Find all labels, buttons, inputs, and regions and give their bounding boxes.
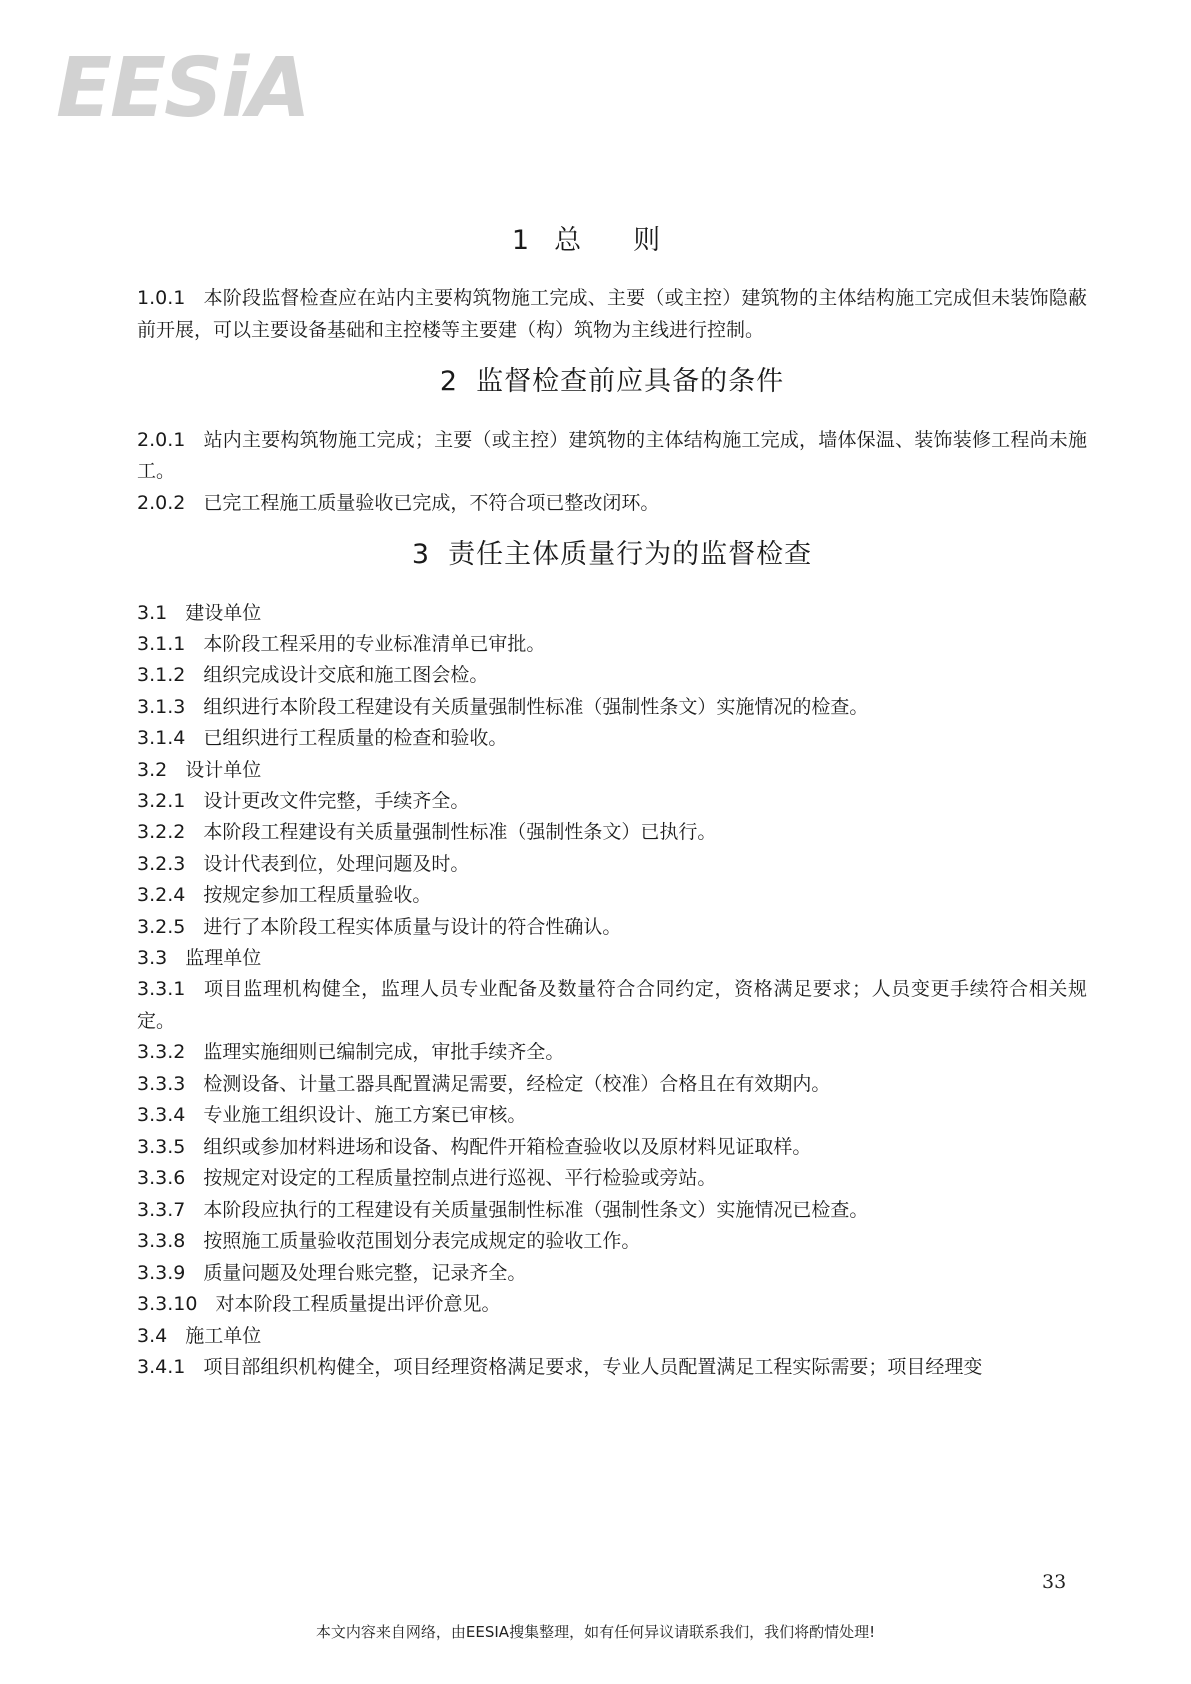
section-heading (137, 598, 1087, 629)
clause-text: 按规定参加工程质量验收。 (203, 884, 432, 907)
section-heading (137, 1321, 1087, 1352)
clause (137, 817, 1087, 849)
clause-text: 组织或参加材料进场和设备、构配件开箱检查验收以及原材料见证取样。 (203, 1135, 812, 1158)
clause (137, 488, 1087, 520)
section-title: 监理单位 (185, 947, 262, 970)
clause-text: 组织完成设计交底和施工图会检。 (203, 664, 489, 687)
clause-number: 2.0.2 (137, 491, 186, 514)
clause-number: 3.2.3 (137, 852, 186, 875)
section-number: 3.1 (137, 601, 168, 624)
clause-number: 3.1.3 (137, 695, 186, 718)
clause-number: 3.3.2 (137, 1041, 186, 1064)
clause-text: 本阶段监督检查应在站内主要构筑物施工完成、主要（或主控）建筑物的主体结构施工完成但未装饰隐蔽前开展，可以主要设备基础和主控楼等主要建（构）筑物为主线进行控制。 (137, 287, 1087, 341)
clause-number: 3.4.1 (137, 1355, 186, 1378)
clause (137, 1289, 1087, 1321)
clause-text: 本阶段工程建设有关质量强制性标准（强制性条文）已执行。 (203, 821, 717, 844)
chapter-number: 3 (411, 539, 431, 571)
section-heading (137, 943, 1087, 974)
section-title: 施工单位 (185, 1324, 262, 1347)
clause-text: 对本阶段工程质量提出评价意见。 (215, 1293, 501, 1316)
section-title: 设计单位 (185, 758, 262, 781)
chapter-1-heading (137, 225, 1087, 257)
clause (137, 425, 1087, 488)
clause-number: 3.1.2 (137, 664, 186, 687)
chapter-number: 2 (439, 366, 459, 398)
clause (137, 723, 1087, 755)
clause-text: 专业施工组织设计、施工方案已审核。 (203, 1104, 527, 1127)
section-number: 3.3 (137, 947, 168, 970)
clause-number: 3.3.6 (137, 1167, 186, 1190)
clause (137, 1352, 1087, 1384)
clause (137, 1037, 1087, 1069)
clause (137, 1226, 1087, 1258)
clause-text: 设计更改文件完整，手续齐全。 (203, 789, 470, 812)
clause-text: 项目监理机构健全，监理人员专业配备及数量符合合同约定，资格满足要求；人员变更手续符合相关规定。 (137, 978, 1087, 1032)
chapter-title: 责任主体质量行为的监督检查 (448, 539, 813, 571)
clause-text: 按规定对设定的工程质量控制点进行巡视、平行检验或旁站。 (203, 1167, 717, 1190)
document-body (137, 225, 1087, 1383)
clause (137, 283, 1087, 346)
page-number: 33 (1042, 1571, 1067, 1593)
clause-text: 组织进行本阶段工程建设有关质量强制性标准（强制性条文）实施情况的检查。 (203, 695, 869, 718)
clause-number: 3.3.10 (137, 1293, 198, 1316)
chapter-number: 1 (511, 225, 531, 256)
section-heading (137, 755, 1087, 786)
clause-text: 进行了本阶段工程实体质量与设计的符合性确认。 (203, 915, 622, 938)
chapter-title: 总则 (554, 225, 713, 256)
chapter-2-heading (137, 366, 1087, 398)
clause (137, 880, 1087, 912)
clause-number: 3.3.1 (137, 978, 186, 1001)
clause-text: 站内主要构筑物施工完成；主要（或主控）建筑物的主体结构施工完成，墙体保温、装饰装修工程尚未施工。 (137, 428, 1087, 483)
clause (137, 786, 1087, 818)
clause-number: 3.3.8 (137, 1230, 186, 1253)
clause-number: 3.1.1 (137, 632, 186, 655)
clause-number: 3.2.2 (137, 821, 186, 844)
chapter-title: 监督检查前应具备的条件 (476, 366, 785, 398)
clause-number: 3.3.9 (137, 1261, 186, 1284)
clause-number: 3.2.4 (137, 884, 186, 907)
clause-text: 本阶段应执行的工程建设有关质量强制性标准（强制性条文）实施情况已检查。 (203, 1198, 869, 1221)
clause-number: 3.2.5 (137, 915, 186, 938)
section-number: 3.4 (137, 1324, 168, 1347)
clause (137, 1100, 1087, 1132)
clause-text: 按照施工质量验收范围划分表完成规定的验收工作。 (203, 1230, 641, 1253)
clause-text: 检测设备、计量工器具配置满足需要，经检定（校准）合格且在有效期内。 (203, 1072, 831, 1095)
eesia-logo: EESiA (56, 41, 309, 136)
clause (137, 660, 1087, 692)
clause-number: 3.3.5 (137, 1135, 186, 1158)
clause-text: 监理实施细则已编制完成，审批手续齐全。 (203, 1041, 565, 1064)
section-number: 3.2 (137, 758, 168, 781)
footer-disclaimer: 本文内容来自网络，由EESIA搜集整理，如有任何异议请联系我们，我们将酌情处理! (315, 1623, 876, 1641)
clause-text: 设计代表到位，处理问题及时。 (203, 852, 470, 875)
clause-text: 已组织进行工程质量的检查和验收。 (203, 727, 508, 750)
clause-number: 3.3.3 (137, 1072, 186, 1095)
clause-number: 3.2.1 (137, 789, 186, 812)
clause-number: 3.3.4 (137, 1104, 186, 1127)
clause (137, 974, 1087, 1037)
clause (137, 629, 1087, 661)
clause-number: 3.3.7 (137, 1198, 186, 1221)
clause (137, 692, 1087, 724)
clause-number: 3.1.4 (137, 727, 186, 750)
clause-text: 本阶段工程采用的专业标准清单已审批。 (203, 632, 546, 655)
section-title: 建设单位 (185, 601, 262, 624)
clause (137, 1163, 1087, 1195)
clause (137, 849, 1087, 881)
clause-text: 项目部组织机构健全，项目经理资格满足要求，专业人员配置满足工程实际需要；项目经理变 (203, 1355, 983, 1378)
clause-text: 质量问题及处理台账完整，记录齐全。 (203, 1261, 527, 1284)
clause-number: 1.0.1 (137, 287, 186, 310)
clause (137, 1258, 1087, 1290)
clause (137, 1069, 1087, 1101)
clause (137, 1132, 1087, 1164)
clause-text: 已完工程施工质量验收已完成，不符合项已整改闭环。 (203, 491, 660, 514)
chapter-3-heading (137, 539, 1087, 571)
clause-number: 2.0.1 (137, 428, 186, 451)
clause (137, 1195, 1087, 1227)
clause (137, 912, 1087, 944)
